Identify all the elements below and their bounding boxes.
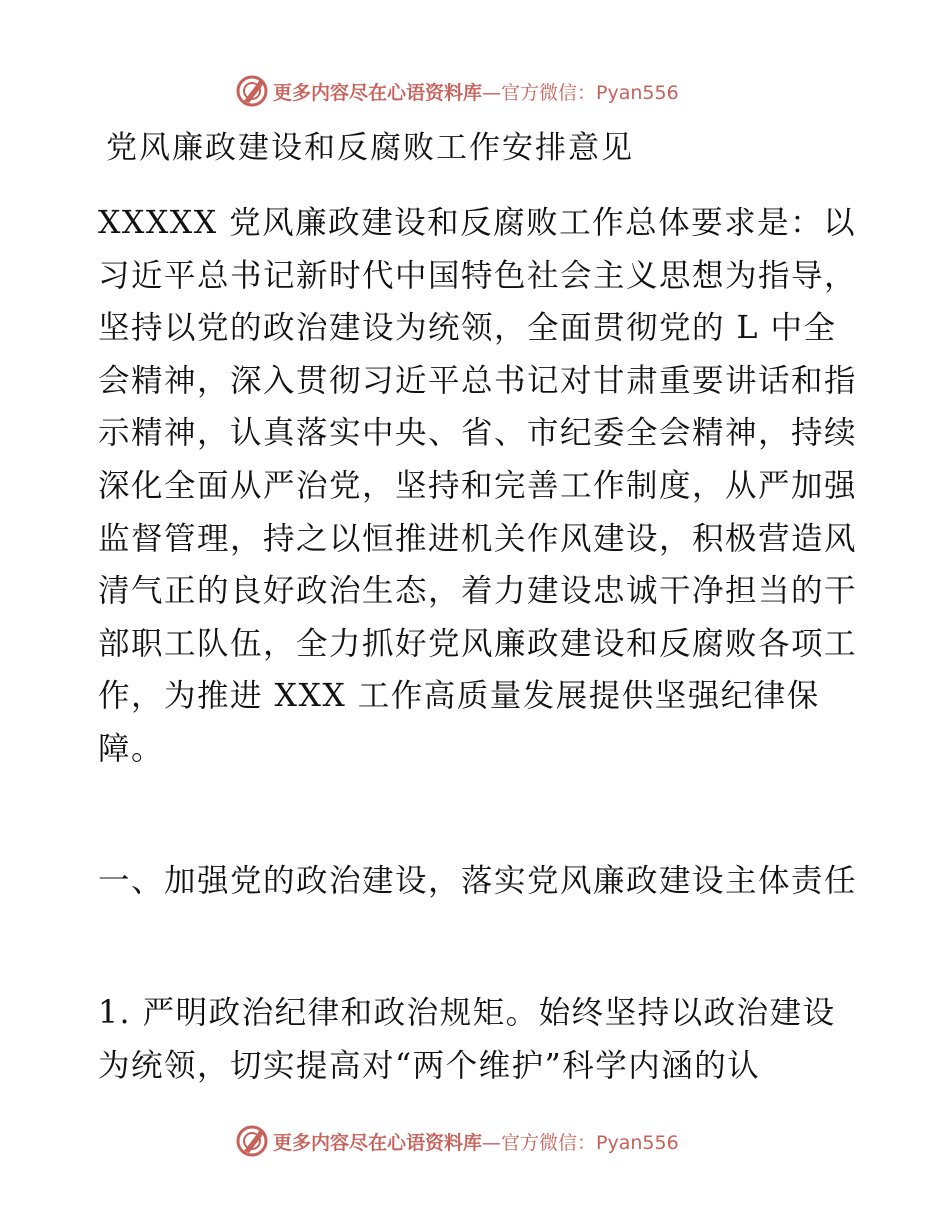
watermark-brand-text: 更多内容尽在心语资料库 [273, 1131, 483, 1154]
body-paragraph: XXXXX 党风廉政建设和反腐败工作总体要求是：以习近平总书记新时代中国特色社会主义思想为指导，坚持以党的政治建设为统领，全面贯彻党的 L 中全会精神，深入贯彻习近平总书记对甘肃重要讲话和指示精神，认真落实中央、省、市纪委全会精神，持续深化全面从严治党，坚持和完善工作制度，从严加强监督管理，持之以恒推进机关作风建设，积极营造风清气正的良好政治生态，着力建设忠诚干净担当的干部职工队伍，全力抓好党风廉政建设和反腐败各项工作，为推进 XXX 工作高质量发展提供坚强纪律保障。 [98, 205, 858, 767]
document-title: 党风廉政建设和反腐败工作安排意见 [106, 130, 634, 166]
body-paragraph-item: 1. 严明政治纪律和政治规矩。始终坚持以政治建设为统领，切实提高对“两个维护”科学内涵的认 [98, 995, 836, 1084]
watermark-footer [235, 1124, 679, 1158]
watermark-contact-text: —官方微信：Pyan556 [482, 1131, 679, 1154]
pen-logo-icon [235, 74, 269, 108]
watermark-brand-text: 更多内容尽在心语资料库 [273, 81, 483, 104]
watermark-contact-text: —官方微信：Pyan556 [482, 81, 679, 104]
section-heading: 一、加强党的政治建设，落实党风廉政建设主体责任 [98, 863, 858, 899]
watermark-header [235, 74, 679, 108]
pen-logo-icon [235, 1124, 269, 1158]
